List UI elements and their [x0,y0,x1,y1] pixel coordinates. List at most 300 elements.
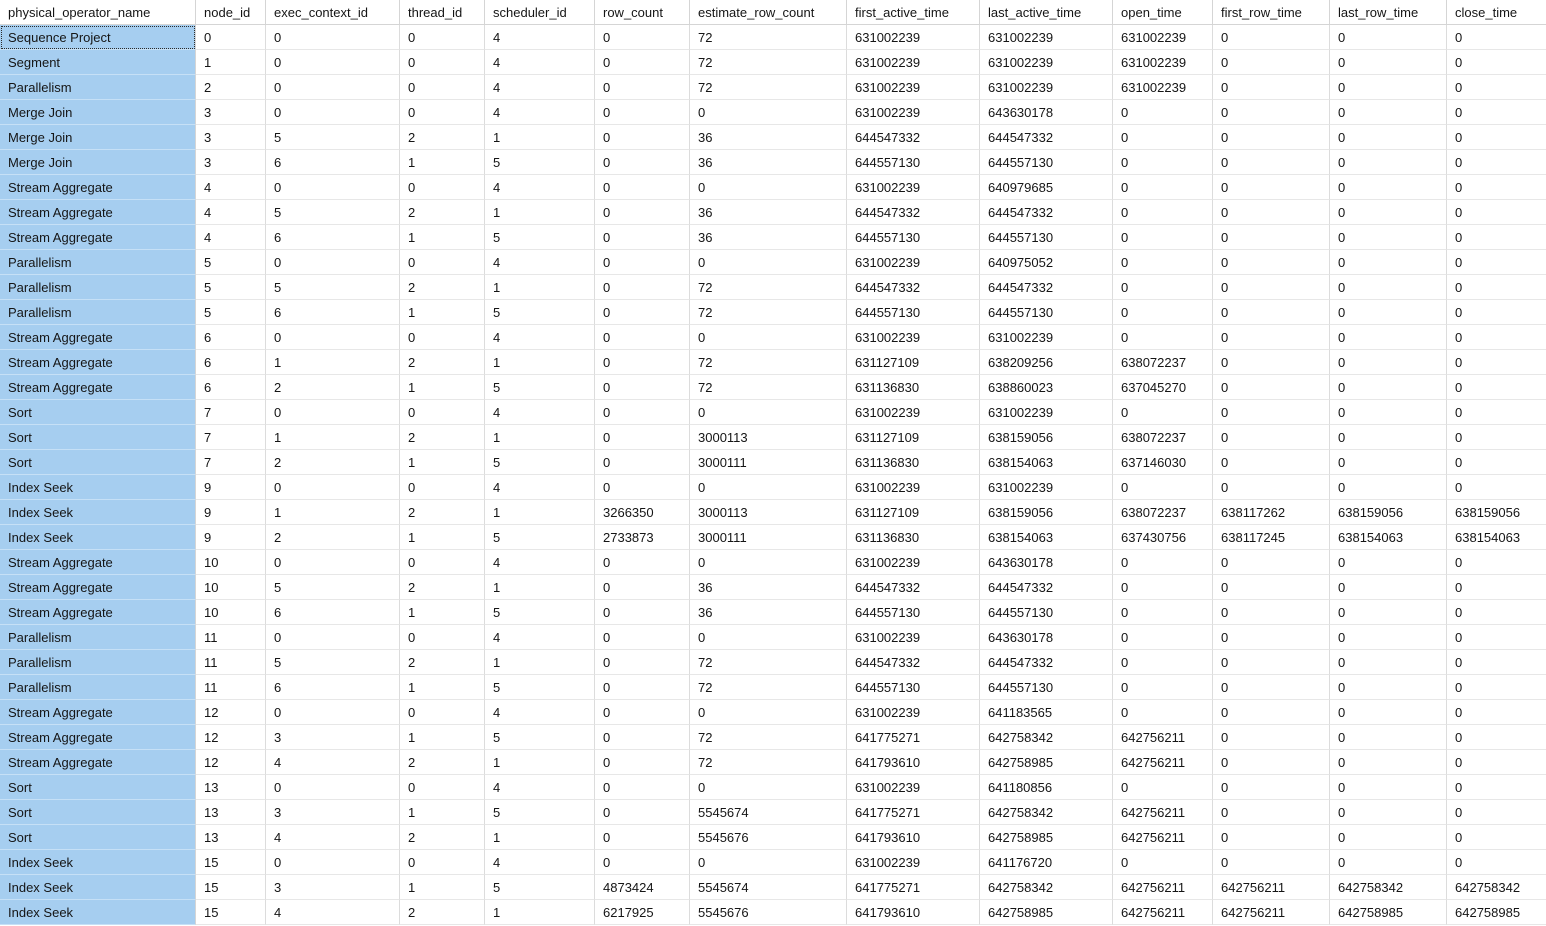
cell-last_row_time[interactable]: 0 [1330,775,1447,800]
cell-last_row_time[interactable]: 0 [1330,50,1447,75]
cell-open_time[interactable]: 642756211 [1113,725,1213,750]
cell-last_row_time[interactable]: 0 [1330,100,1447,125]
cell-last_row_time[interactable]: 0 [1330,600,1447,625]
cell-exec_context_id[interactable]: 3 [266,725,400,750]
cell-open_time[interactable]: 0 [1113,850,1213,875]
cell-last_active_time[interactable]: 644557130 [980,600,1113,625]
cell-thread_id[interactable]: 1 [400,875,485,900]
cell-first_row_time[interactable]: 0 [1213,325,1330,350]
cell-thread_id[interactable]: 0 [400,250,485,275]
cell-first_active_time[interactable]: 644547332 [847,200,980,225]
cell-row_count[interactable]: 0 [595,350,690,375]
cell-estimate_row_count[interactable]: 0 [690,775,847,800]
cell-thread_id[interactable]: 2 [400,200,485,225]
cell-first_row_time[interactable]: 0 [1213,300,1330,325]
cell-last_active_time[interactable]: 638159056 [980,425,1113,450]
cell-first_active_time[interactable]: 631002239 [847,25,980,50]
cell-close_time[interactable]: 0 [1447,300,1546,325]
cell-open_time[interactable]: 0 [1113,650,1213,675]
cell-close_time[interactable]: 0 [1447,675,1546,700]
cell-close_time[interactable]: 0 [1447,750,1546,775]
cell-first_active_time[interactable]: 631002239 [847,75,980,100]
cell-scheduler_id[interactable]: 1 [485,825,595,850]
cell-first_row_time[interactable]: 0 [1213,100,1330,125]
cell-last_row_time[interactable]: 0 [1330,350,1447,375]
cell-node_id[interactable]: 12 [196,725,266,750]
cell-node_id[interactable]: 15 [196,900,266,925]
operator-cell[interactable]: Stream Aggregate [0,350,196,375]
cell-close_time[interactable]: 0 [1447,175,1546,200]
cell-thread_id[interactable]: 1 [400,525,485,550]
cell-scheduler_id[interactable]: 5 [485,725,595,750]
cell-estimate_row_count[interactable]: 0 [690,700,847,725]
cell-row_count[interactable]: 6217925 [595,900,690,925]
cell-node_id[interactable]: 6 [196,375,266,400]
cell-row_count[interactable]: 0 [595,625,690,650]
cell-exec_context_id[interactable]: 4 [266,750,400,775]
cell-scheduler_id[interactable]: 5 [485,150,595,175]
operator-cell[interactable]: Merge Join [0,100,196,125]
cell-thread_id[interactable]: 1 [400,450,485,475]
cell-first_row_time[interactable]: 642756211 [1213,900,1330,925]
cell-row_count[interactable]: 0 [595,475,690,500]
cell-first_active_time[interactable]: 644547332 [847,275,980,300]
operator-cell[interactable]: Index Seek [0,500,196,525]
operator-cell[interactable]: Stream Aggregate [0,700,196,725]
cell-node_id[interactable]: 5 [196,275,266,300]
cell-close_time[interactable]: 0 [1447,425,1546,450]
operator-cell[interactable]: Stream Aggregate [0,750,196,775]
cell-close_time[interactable]: 0 [1447,350,1546,375]
cell-node_id[interactable]: 9 [196,475,266,500]
cell-last_active_time[interactable]: 643630178 [980,100,1113,125]
cell-thread_id[interactable]: 2 [400,900,485,925]
cell-node_id[interactable]: 4 [196,225,266,250]
cell-first_row_time[interactable]: 0 [1213,775,1330,800]
cell-open_time[interactable]: 642756211 [1113,750,1213,775]
operator-cell[interactable]: Parallelism [0,250,196,275]
cell-first_row_time[interactable]: 0 [1213,375,1330,400]
cell-estimate_row_count[interactable]: 72 [690,750,847,775]
cell-scheduler_id[interactable]: 4 [485,475,595,500]
cell-open_time[interactable]: 0 [1113,150,1213,175]
cell-open_time[interactable]: 631002239 [1113,25,1213,50]
operator-cell[interactable]: Stream Aggregate [0,200,196,225]
cell-scheduler_id[interactable]: 5 [485,800,595,825]
cell-open_time[interactable]: 642756211 [1113,825,1213,850]
cell-estimate_row_count[interactable]: 0 [690,100,847,125]
cell-close_time[interactable]: 0 [1447,200,1546,225]
cell-exec_context_id[interactable]: 0 [266,25,400,50]
cell-scheduler_id[interactable]: 4 [485,50,595,75]
cell-exec_context_id[interactable]: 0 [266,550,400,575]
cell-thread_id[interactable]: 2 [400,575,485,600]
cell-thread_id[interactable]: 0 [400,700,485,725]
column-header-physical_operator_name[interactable]: physical_operator_name [0,0,196,25]
cell-close_time[interactable]: 642758342 [1447,875,1546,900]
cell-first_active_time[interactable]: 631002239 [847,550,980,575]
cell-last_active_time[interactable]: 644557130 [980,225,1113,250]
operator-cell[interactable]: Sort [0,825,196,850]
column-header-close_time[interactable]: close_time [1447,0,1546,25]
cell-scheduler_id[interactable]: 1 [485,350,595,375]
cell-row_count[interactable]: 0 [595,125,690,150]
cell-first_row_time[interactable]: 0 [1213,75,1330,100]
cell-exec_context_id[interactable]: 6 [266,675,400,700]
cell-last_row_time[interactable]: 0 [1330,150,1447,175]
cell-first_row_time[interactable]: 642756211 [1213,875,1330,900]
cell-node_id[interactable]: 13 [196,800,266,825]
cell-node_id[interactable]: 3 [196,125,266,150]
cell-first_active_time[interactable]: 631136830 [847,375,980,400]
cell-first_row_time[interactable]: 0 [1213,675,1330,700]
cell-node_id[interactable]: 5 [196,300,266,325]
cell-last_row_time[interactable]: 0 [1330,250,1447,275]
cell-exec_context_id[interactable]: 5 [266,650,400,675]
cell-row_count[interactable]: 0 [595,100,690,125]
cell-open_time[interactable]: 0 [1113,100,1213,125]
cell-first_active_time[interactable]: 641793610 [847,750,980,775]
cell-scheduler_id[interactable]: 4 [485,700,595,725]
cell-thread_id[interactable]: 2 [400,275,485,300]
cell-estimate_row_count[interactable]: 36 [690,150,847,175]
cell-last_row_time[interactable]: 0 [1330,200,1447,225]
cell-first_row_time[interactable]: 0 [1213,150,1330,175]
cell-first_row_time[interactable]: 0 [1213,550,1330,575]
cell-first_row_time[interactable]: 0 [1213,25,1330,50]
cell-scheduler_id[interactable]: 4 [485,250,595,275]
cell-estimate_row_count[interactable]: 72 [690,25,847,50]
cell-last_active_time[interactable]: 642758342 [980,800,1113,825]
cell-open_time[interactable]: 642756211 [1113,900,1213,925]
cell-row_count[interactable]: 0 [595,575,690,600]
cell-node_id[interactable]: 10 [196,600,266,625]
cell-last_active_time[interactable]: 638860023 [980,375,1113,400]
cell-first_active_time[interactable]: 641775271 [847,875,980,900]
cell-estimate_row_count[interactable]: 72 [690,375,847,400]
cell-scheduler_id[interactable]: 4 [485,75,595,100]
cell-scheduler_id[interactable]: 4 [485,175,595,200]
cell-close_time[interactable]: 0 [1447,225,1546,250]
cell-node_id[interactable]: 7 [196,450,266,475]
cell-row_count[interactable]: 0 [595,800,690,825]
cell-first_active_time[interactable]: 631002239 [847,400,980,425]
cell-row_count[interactable]: 0 [595,775,690,800]
operator-cell[interactable]: Parallelism [0,75,196,100]
cell-thread_id[interactable]: 1 [400,150,485,175]
cell-open_time[interactable]: 0 [1113,600,1213,625]
cell-estimate_row_count[interactable]: 36 [690,575,847,600]
cell-first_row_time[interactable]: 0 [1213,400,1330,425]
cell-last_active_time[interactable]: 640979685 [980,175,1113,200]
cell-node_id[interactable]: 3 [196,150,266,175]
cell-estimate_row_count[interactable]: 72 [690,75,847,100]
cell-last_row_time[interactable]: 0 [1330,800,1447,825]
cell-thread_id[interactable]: 2 [400,425,485,450]
cell-first_active_time[interactable]: 641775271 [847,725,980,750]
column-header-scheduler_id[interactable]: scheduler_id [485,0,595,25]
cell-first_active_time[interactable]: 631002239 [847,475,980,500]
cell-last_active_time[interactable]: 631002239 [980,325,1113,350]
operator-cell[interactable]: Stream Aggregate [0,375,196,400]
cell-last_active_time[interactable]: 641176720 [980,850,1113,875]
cell-close_time[interactable]: 0 [1447,400,1546,425]
cell-scheduler_id[interactable]: 1 [485,900,595,925]
cell-last_active_time[interactable]: 642758985 [980,750,1113,775]
cell-last_row_time[interactable]: 642758985 [1330,900,1447,925]
cell-first_active_time[interactable]: 631136830 [847,525,980,550]
operator-cell[interactable]: Sort [0,400,196,425]
cell-first_row_time[interactable]: 0 [1213,850,1330,875]
cell-scheduler_id[interactable]: 1 [485,750,595,775]
cell-scheduler_id[interactable]: 4 [485,550,595,575]
cell-row_count[interactable]: 0 [595,550,690,575]
cell-exec_context_id[interactable]: 0 [266,700,400,725]
cell-thread_id[interactable]: 0 [400,625,485,650]
cell-scheduler_id[interactable]: 5 [485,875,595,900]
cell-first_active_time[interactable]: 644547332 [847,650,980,675]
cell-first_row_time[interactable]: 0 [1213,600,1330,625]
cell-thread_id[interactable]: 2 [400,350,485,375]
cell-row_count[interactable]: 0 [595,750,690,775]
cell-first_row_time[interactable]: 0 [1213,275,1330,300]
cell-first_active_time[interactable]: 631127109 [847,500,980,525]
cell-first_row_time[interactable]: 0 [1213,175,1330,200]
operator-cell[interactable]: Sort [0,775,196,800]
cell-node_id[interactable]: 2 [196,75,266,100]
cell-estimate_row_count[interactable]: 3000111 [690,450,847,475]
cell-node_id[interactable]: 9 [196,525,266,550]
cell-row_count[interactable]: 0 [595,75,690,100]
cell-open_time[interactable]: 0 [1113,275,1213,300]
cell-first_row_time[interactable]: 0 [1213,350,1330,375]
cell-open_time[interactable]: 0 [1113,575,1213,600]
cell-first_row_time[interactable]: 0 [1213,625,1330,650]
cell-open_time[interactable]: 0 [1113,700,1213,725]
cell-first_row_time[interactable]: 0 [1213,125,1330,150]
column-header-last_active_time[interactable]: last_active_time [980,0,1113,25]
cell-last_row_time[interactable]: 0 [1330,125,1447,150]
cell-node_id[interactable]: 13 [196,825,266,850]
cell-last_active_time[interactable]: 644547332 [980,650,1113,675]
cell-thread_id[interactable]: 2 [400,750,485,775]
column-header-node_id[interactable]: node_id [196,0,266,25]
cell-last_row_time[interactable]: 0 [1330,550,1447,575]
cell-last_row_time[interactable]: 638159056 [1330,500,1447,525]
cell-scheduler_id[interactable]: 1 [485,200,595,225]
cell-last_row_time[interactable]: 0 [1330,625,1447,650]
cell-row_count[interactable]: 0 [595,50,690,75]
cell-scheduler_id[interactable]: 4 [485,25,595,50]
cell-close_time[interactable]: 638159056 [1447,500,1546,525]
cell-scheduler_id[interactable]: 5 [485,525,595,550]
cell-open_time[interactable]: 0 [1113,175,1213,200]
operator-cell[interactable]: Parallelism [0,300,196,325]
cell-thread_id[interactable]: 0 [400,850,485,875]
operator-cell[interactable]: Index Seek [0,900,196,925]
cell-exec_context_id[interactable]: 0 [266,775,400,800]
cell-close_time[interactable]: 0 [1447,475,1546,500]
cell-row_count[interactable]: 0 [595,150,690,175]
cell-row_count[interactable]: 0 [595,725,690,750]
cell-close_time[interactable]: 0 [1447,800,1546,825]
cell-exec_context_id[interactable]: 2 [266,450,400,475]
cell-thread_id[interactable]: 0 [400,775,485,800]
cell-thread_id[interactable]: 1 [400,800,485,825]
cell-first_row_time[interactable]: 0 [1213,50,1330,75]
column-header-first_active_time[interactable]: first_active_time [847,0,980,25]
cell-first_active_time[interactable]: 644557130 [847,675,980,700]
cell-estimate_row_count[interactable]: 72 [690,675,847,700]
cell-estimate_row_count[interactable]: 72 [690,725,847,750]
cell-close_time[interactable]: 0 [1447,625,1546,650]
cell-last_row_time[interactable]: 0 [1330,25,1447,50]
cell-estimate_row_count[interactable]: 36 [690,225,847,250]
cell-estimate_row_count[interactable]: 5545676 [690,900,847,925]
cell-scheduler_id[interactable]: 1 [485,125,595,150]
cell-open_time[interactable]: 0 [1113,125,1213,150]
cell-open_time[interactable]: 0 [1113,550,1213,575]
cell-close_time[interactable]: 0 [1447,550,1546,575]
cell-node_id[interactable]: 9 [196,500,266,525]
cell-row_count[interactable]: 0 [595,25,690,50]
cell-last_active_time[interactable]: 640975052 [980,250,1113,275]
cell-close_time[interactable]: 0 [1447,450,1546,475]
cell-row_count[interactable]: 0 [595,650,690,675]
column-header-estimate_row_count[interactable]: estimate_row_count [690,0,847,25]
cell-exec_context_id[interactable]: 5 [266,575,400,600]
cell-exec_context_id[interactable]: 0 [266,250,400,275]
cell-last_row_time[interactable]: 0 [1330,675,1447,700]
cell-row_count[interactable]: 4873424 [595,875,690,900]
cell-first_row_time[interactable]: 0 [1213,825,1330,850]
cell-last_active_time[interactable]: 643630178 [980,550,1113,575]
cell-first_active_time[interactable]: 631002239 [847,325,980,350]
cell-estimate_row_count[interactable]: 5545674 [690,800,847,825]
cell-scheduler_id[interactable]: 1 [485,500,595,525]
cell-exec_context_id[interactable]: 5 [266,200,400,225]
operator-cell[interactable]: Parallelism [0,625,196,650]
cell-exec_context_id[interactable]: 3 [266,875,400,900]
cell-estimate_row_count[interactable]: 36 [690,200,847,225]
cell-exec_context_id[interactable]: 0 [266,75,400,100]
cell-scheduler_id[interactable]: 5 [485,675,595,700]
cell-first_row_time[interactable]: 0 [1213,725,1330,750]
cell-exec_context_id[interactable]: 6 [266,300,400,325]
cell-close_time[interactable]: 638154063 [1447,525,1546,550]
cell-first_row_time[interactable]: 0 [1213,475,1330,500]
cell-exec_context_id[interactable]: 0 [266,850,400,875]
cell-first_row_time[interactable]: 0 [1213,575,1330,600]
cell-first_row_time[interactable]: 0 [1213,225,1330,250]
cell-node_id[interactable]: 12 [196,750,266,775]
cell-first_row_time[interactable]: 0 [1213,700,1330,725]
cell-last_row_time[interactable]: 0 [1330,225,1447,250]
cell-node_id[interactable]: 12 [196,700,266,725]
cell-first_active_time[interactable]: 631136830 [847,450,980,475]
cell-scheduler_id[interactable]: 5 [485,450,595,475]
operator-cell[interactable]: Parallelism [0,675,196,700]
cell-row_count[interactable]: 2733873 [595,525,690,550]
cell-exec_context_id[interactable]: 6 [266,150,400,175]
cell-last_row_time[interactable]: 0 [1330,75,1447,100]
operator-cell[interactable]: Index Seek [0,875,196,900]
cell-last_active_time[interactable]: 644557130 [980,300,1113,325]
cell-exec_context_id[interactable]: 2 [266,375,400,400]
cell-exec_context_id[interactable]: 1 [266,500,400,525]
cell-last_row_time[interactable]: 0 [1330,725,1447,750]
cell-row_count[interactable]: 0 [595,250,690,275]
cell-thread_id[interactable]: 2 [400,650,485,675]
cell-first_active_time[interactable]: 641793610 [847,825,980,850]
cell-row_count[interactable]: 0 [595,600,690,625]
cell-close_time[interactable]: 642758985 [1447,900,1546,925]
column-header-thread_id[interactable]: thread_id [400,0,485,25]
cell-last_row_time[interactable]: 0 [1330,475,1447,500]
cell-last_active_time[interactable]: 642758985 [980,825,1113,850]
cell-exec_context_id[interactable]: 5 [266,125,400,150]
operator-cell[interactable]: Stream Aggregate [0,575,196,600]
operator-cell[interactable]: Stream Aggregate [0,325,196,350]
cell-row_count[interactable]: 0 [595,450,690,475]
cell-close_time[interactable]: 0 [1447,150,1546,175]
cell-first_row_time[interactable]: 0 [1213,750,1330,775]
cell-close_time[interactable]: 0 [1447,725,1546,750]
cell-estimate_row_count[interactable]: 0 [690,625,847,650]
cell-last_row_time[interactable]: 0 [1330,750,1447,775]
operator-cell[interactable]: Parallelism [0,275,196,300]
cell-scheduler_id[interactable]: 1 [485,425,595,450]
cell-thread_id[interactable]: 0 [400,475,485,500]
cell-estimate_row_count[interactable]: 0 [690,250,847,275]
cell-first_active_time[interactable]: 644557130 [847,150,980,175]
cell-first_active_time[interactable]: 644547332 [847,575,980,600]
cell-scheduler_id[interactable]: 5 [485,375,595,400]
cell-last_active_time[interactable]: 643630178 [980,625,1113,650]
cell-last_active_time[interactable]: 631002239 [980,50,1113,75]
cell-open_time[interactable]: 0 [1113,225,1213,250]
cell-first_row_time[interactable]: 638117262 [1213,500,1330,525]
cell-thread_id[interactable]: 1 [400,675,485,700]
cell-row_count[interactable]: 0 [595,300,690,325]
cell-scheduler_id[interactable]: 1 [485,275,595,300]
cell-close_time[interactable]: 0 [1447,600,1546,625]
cell-last_row_time[interactable]: 0 [1330,300,1447,325]
cell-row_count[interactable]: 0 [595,225,690,250]
cell-last_active_time[interactable]: 638154063 [980,450,1113,475]
cell-thread_id[interactable]: 0 [400,175,485,200]
cell-first_active_time[interactable]: 631002239 [847,625,980,650]
cell-last_row_time[interactable]: 642758342 [1330,875,1447,900]
cell-first_active_time[interactable]: 644547332 [847,125,980,150]
cell-exec_context_id[interactable]: 1 [266,350,400,375]
cell-exec_context_id[interactable]: 6 [266,225,400,250]
cell-last_row_time[interactable]: 0 [1330,325,1447,350]
cell-last_active_time[interactable]: 644547332 [980,200,1113,225]
cell-node_id[interactable]: 1 [196,50,266,75]
cell-thread_id[interactable]: 0 [400,400,485,425]
cell-node_id[interactable]: 11 [196,625,266,650]
operator-cell[interactable]: Stream Aggregate [0,225,196,250]
cell-last_row_time[interactable]: 0 [1330,275,1447,300]
cell-open_time[interactable]: 0 [1113,625,1213,650]
cell-thread_id[interactable]: 0 [400,100,485,125]
operator-cell[interactable]: Stream Aggregate [0,550,196,575]
cell-close_time[interactable]: 0 [1447,650,1546,675]
cell-close_time[interactable]: 0 [1447,775,1546,800]
cell-open_time[interactable]: 0 [1113,325,1213,350]
cell-exec_context_id[interactable]: 0 [266,100,400,125]
